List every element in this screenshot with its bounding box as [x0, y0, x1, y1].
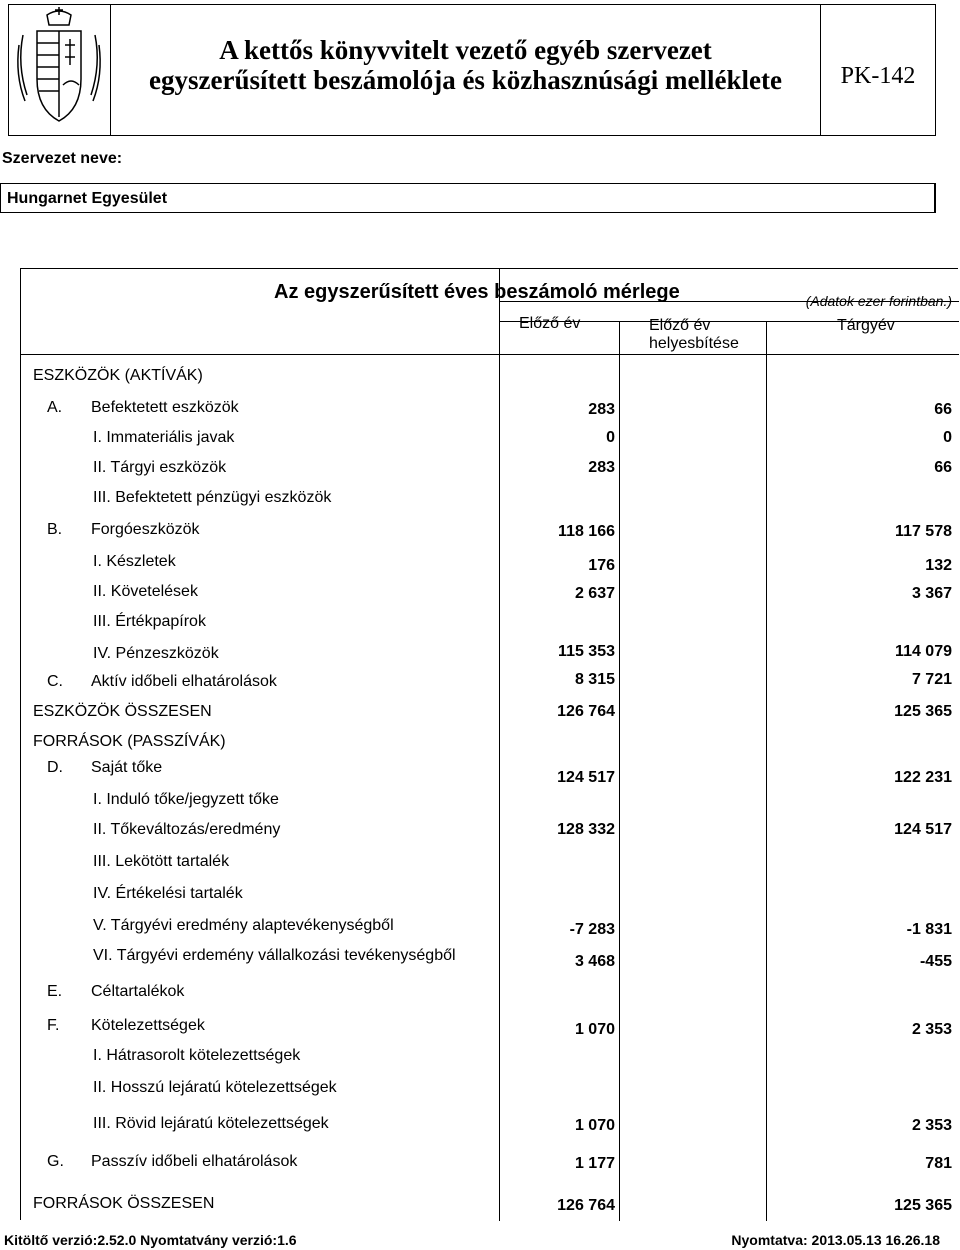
previous-year-value: 2 637: [574, 585, 615, 602]
current-year-value: 66: [934, 401, 952, 418]
column-header-adjustment: Előző év helyesbítése: [649, 317, 739, 352]
row-label: VI. Tárgyévi erdemény vállalkozási tevékenységből: [93, 947, 456, 964]
current-year-value: 125 365: [894, 1197, 952, 1214]
current-year-value: 124 517: [894, 821, 952, 838]
row-label: Forgóeszközök: [91, 521, 200, 538]
row-label: Kötelezettségek: [91, 1017, 205, 1034]
row-letter: G.: [47, 1153, 64, 1170]
form-title-line2: egyszerűsített beszámolója és közhasznúsági melléklete: [149, 65, 782, 95]
row-letter: A.: [47, 399, 63, 416]
coat-of-arms-icon: [9, 5, 111, 135]
current-year-value: 66: [934, 459, 952, 476]
previous-year-value: 283: [588, 401, 615, 418]
balance-sheet-table: [20, 268, 958, 1220]
header-bottom-line: [21, 354, 959, 355]
form-header: [8, 4, 936, 136]
row-label: ESZKÖZÖK (AKTÍVÁK): [33, 367, 203, 384]
organization-name: Hungarnet Egyesület: [7, 190, 168, 207]
row-label: II. Tárgyi eszközök: [93, 459, 227, 476]
row-label: IV. Értékelési tartalék: [93, 885, 243, 902]
current-year-value: 781: [925, 1155, 952, 1172]
previous-year-value: -7 283: [569, 921, 615, 938]
row-label: FORRÁSOK ÖSSZESEN: [33, 1195, 215, 1212]
row-label: III. Befektetett pénzügyi eszközök: [93, 489, 332, 506]
row-letter: D.: [47, 759, 63, 776]
previous-year-value: 3 468: [574, 953, 615, 970]
row-label: Befektetett eszközök: [91, 399, 239, 416]
row-letter: B.: [47, 521, 63, 538]
previous-year-value: 1 070: [574, 1117, 615, 1134]
row-label: IV. Pénzeszközök: [93, 645, 219, 662]
current-year-value: -455: [919, 953, 952, 970]
row-letter: C.: [47, 673, 63, 690]
current-year-value: -1 831: [906, 921, 952, 938]
previous-year-value: 1 070: [574, 1021, 615, 1038]
row-letter: E.: [47, 983, 63, 1000]
footer-printed: Nyomtatva: 2013.05.13 16.26.18: [731, 1232, 940, 1248]
current-year-value: 125 365: [894, 703, 952, 720]
form-code: PK-142: [840, 63, 916, 89]
row-label: III. Lekötött tartalék: [93, 853, 230, 870]
current-year-value: 132: [925, 557, 952, 574]
current-year-value: 2 353: [911, 1021, 952, 1038]
column-divider: [619, 321, 620, 1221]
row-label: II. Hosszú lejáratú kötelezettségek: [93, 1079, 337, 1096]
row-label: Passzív időbeli elhatárolások: [91, 1153, 298, 1170]
row-label: I. Immateriális javak: [93, 429, 235, 446]
footer-version: Kitöltő verzió:2.52.0 Nyomtatvány verzió:1.6: [4, 1232, 297, 1248]
previous-year-value: 124 517: [557, 769, 615, 786]
row-label: FORRÁSOK (PASSZÍVÁK): [33, 733, 226, 750]
unit-note: (Adatok ezer forintban.): [805, 293, 952, 309]
previous-year-value: 128 332: [557, 821, 615, 838]
row-label: II. Tőkeváltozás/eredmény: [93, 821, 281, 838]
column-header-previous-year: Előző év: [519, 315, 581, 332]
previous-year-value: 126 764: [557, 703, 615, 720]
row-label: I. Induló tőke/jegyzett tőke: [93, 791, 279, 808]
previous-year-value: 126 764: [557, 1197, 615, 1214]
row-letter: F.: [47, 1017, 60, 1034]
previous-year-value: 176: [588, 557, 615, 574]
organization-name-field: [0, 183, 936, 213]
row-label: V. Tárgyévi eredmény alaptevékenységből: [93, 917, 394, 934]
current-year-value: 114 079: [895, 643, 952, 660]
row-label: II. Követelések: [93, 583, 198, 600]
row-label: I. Hátrasorolt kötelezettségek: [93, 1047, 301, 1064]
balance-title: Az egyszerűsített éves beszámoló mérlege: [274, 281, 680, 303]
previous-year-value: 1 177: [574, 1155, 615, 1172]
column-header-current-year: Tárgyév: [837, 317, 895, 334]
previous-year-value: 0: [606, 429, 615, 446]
organization-label: Szervezet neve:: [2, 150, 123, 167]
form-title-line1: A kettős könyvvitelt vezető egyéb szervezet: [219, 35, 712, 65]
current-year-value: 2 353: [911, 1117, 952, 1134]
previous-year-value: 283: [588, 459, 615, 476]
current-year-value: 117 578: [895, 523, 952, 540]
row-label: III. Rövid lejáratú kötelezettségek: [93, 1115, 329, 1132]
current-year-value: 122 231: [894, 769, 952, 786]
row-label: I. Készletek: [93, 553, 176, 570]
previous-year-value: 8 315: [574, 671, 615, 688]
row-label: ESZKÖZÖK ÖSSZESEN: [33, 703, 212, 720]
row-label: Céltartalékok: [91, 983, 185, 1000]
current-year-value: 7 721: [911, 671, 952, 688]
row-label: Aktív időbeli elhatárolások: [91, 673, 277, 690]
row-label: III. Értékpapírok: [93, 613, 206, 630]
current-year-value: 0: [943, 429, 952, 446]
previous-year-value: 118 166: [558, 523, 615, 540]
form-title: [111, 5, 821, 135]
previous-year-value: 115 353: [558, 643, 615, 660]
current-year-value: 3 367: [911, 585, 952, 602]
row-label: Saját tőke: [91, 759, 163, 776]
